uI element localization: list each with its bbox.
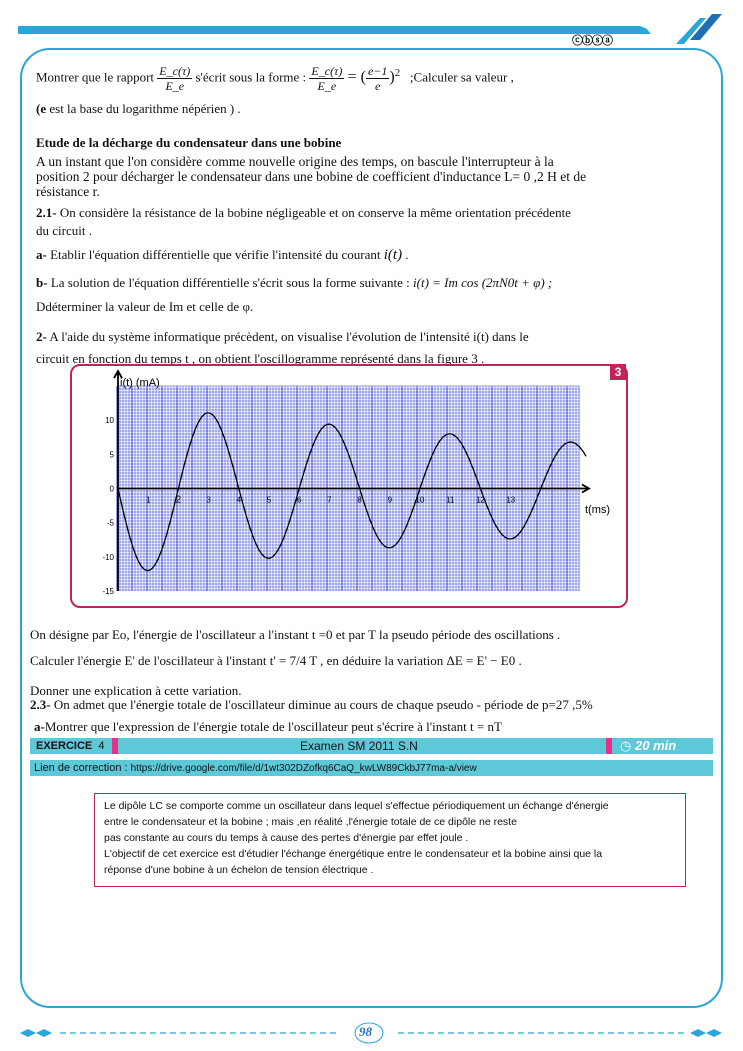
- oscillogram-chart: [70, 366, 628, 606]
- x-tick-label: 1: [145, 495, 151, 505]
- x-tick-label: 13: [506, 495, 516, 505]
- energy-question: Calculer l'énergie E' de l'oscillateur à l'instant t' = 7/4 T , en déduire la variation ΔE = E' − E0 .: [30, 653, 522, 668]
- question-2-1: 2.1- On considère la résistance de la bobine négligeable et on conserve la même orientation précédente du circuit .: [36, 205, 571, 238]
- x-tick-label: 12: [475, 495, 485, 505]
- intro-suffix: ;Calculer sa valeur ,: [409, 69, 514, 85]
- y-tick-labels: [102, 416, 114, 596]
- ratio-fraction: $\frac{E\_c(\tau)}{E\_e}$: [159, 64, 191, 93]
- exercise-label: EXERCICE 4: [36, 740, 105, 752]
- intro-mid: s'écrit sous la forme :: [195, 69, 307, 85]
- y-tick-label: 10: [105, 416, 114, 426]
- section-title: Etude de la décharge du condensateur dans une bobine: [36, 135, 342, 150]
- x-tick-label: 5: [266, 495, 272, 505]
- question-b-line2: Ddéterminer la valeur de Im et celle de φ.: [36, 299, 254, 314]
- paragraph-1: A un instant que l'on considère comme nouvelle origine des temps, on bascule l'interrupteur à la position 2 pour décharger le condensateur dans une bobine de coefficient d'inductance L= 0 ,2 H et de résistance r.: [36, 154, 587, 199]
- x-tick-label: 9: [387, 495, 393, 505]
- question-2: 2- A l'aide du système informatique précèdent, on visualise l'évolution de l'intensité i(t) dans le circuit en fonction du temps t , on obtient l'oscillogramme représenté dans la figure 3 .: [36, 329, 529, 366]
- energy-definition: On désigne par Eo, l'énergie de l'oscillateur a l'instant t =0 et par T la pseudo période des oscillations .: [30, 627, 561, 642]
- page-number: 98: [359, 1024, 372, 1039]
- license-badge: ⓒⓑⓢⓐ: [572, 35, 612, 47]
- y-tick-label: -10: [102, 552, 114, 562]
- question-a: a- Etablir l'équation différentielle que vérifie l'intensité du courant i(t) .: [36, 247, 409, 263]
- formula-fraction: $\frac{e-1}{e}$: [367, 64, 388, 93]
- x-tick-label: 8: [357, 495, 362, 505]
- header-decoration: [0, 0, 743, 50]
- intro-prefix: Montrer que le rapport: [36, 69, 155, 85]
- correction-link[interactable]: Lien de correction : https://drive.google.com/file/d/1wt302DZofkq6CaQ_kwLW89CkbJ77ma-a/view: [34, 762, 477, 774]
- question-b: b- La solution de l'équation différentielle s'écrit sous la forme suivante : i(t) = Im cos (2πN0t + φ) ;: [36, 275, 553, 290]
- question-2-3: 2.3- On admet que l'énergie totale de l'oscillateur diminue au cours de chaque pseudo - période de p=27 ,5%: [30, 697, 593, 712]
- exercise-intro-text: Le dipôle LC se comporte comme un oscillateur dans lequel s'effectue périodiquement un échange d'énergie entre le condensateur et la bobine ; mais ,en réalité ,l'énergie totale de ce dipôle ne reste pas constante au cours du temps à cause des pertes d'énergie par effet joule . L'objectif de cet exercice est d'étudier l'échange énergétique entre le condensateur et la bobine ainsi que la réponse d'une bobine à un échelon de tension électrique .: [104, 800, 609, 876]
- question-2-3-a: a-Montrer que l'expression de l'énergie totale de l'oscillateur peut s'écrire à l'instant t = nT: [34, 719, 502, 734]
- x-tick-label: 10: [415, 495, 425, 505]
- intro-note: (e est la base du logarithme népérien ) .: [36, 101, 241, 116]
- x-tick-label: 2: [175, 494, 182, 506]
- x-tick-label: 4: [236, 495, 242, 505]
- x-tick-label: 6: [296, 495, 302, 505]
- exercise-time: ◷ 20 min: [620, 738, 677, 753]
- clock-icon: ◷: [620, 738, 632, 753]
- x-tick-label: 3: [206, 495, 211, 505]
- y-tick-label: 0: [109, 484, 114, 494]
- y-tick-label: -5: [106, 518, 114, 528]
- x-tick-label: 11: [446, 495, 455, 505]
- x-axis-label: t(ms): [585, 504, 611, 516]
- x-tick-label: 7: [327, 495, 332, 505]
- y-tick-label: -15: [102, 587, 114, 596]
- figure-number: 3: [610, 364, 626, 380]
- explanation-question: Donner une explication à cette variation.: [30, 683, 242, 698]
- intro-line: Montrer que le rapport $\frac{E\_c(\tau)}{E\_e}$ s'écrit sous la forme : $\frac{E\_c(\tau)}{E\_e}$ = ( $\frac{e-1}{e}$ )$^2$ ;Calculer sa valeur ,: [36, 64, 514, 93]
- exam-title: Examen SM 2011 S.N: [300, 739, 418, 753]
- y-axis-label: i(t) (mA): [120, 377, 160, 389]
- y-tick-label: 5: [109, 450, 114, 460]
- x-axis: [117, 485, 589, 493]
